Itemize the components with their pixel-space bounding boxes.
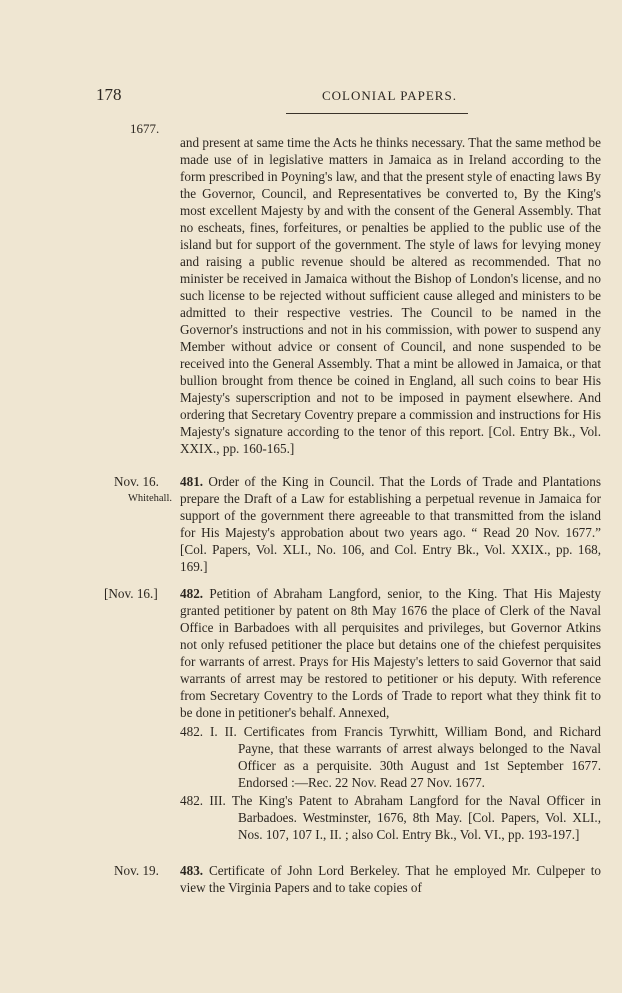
- entry-481-number: 481.: [180, 474, 204, 489]
- entry-482-date: [Nov. 16.]: [104, 586, 158, 601]
- entry-481-place: Whitehall.: [127, 493, 172, 504]
- entry-481: [180, 473, 601, 575]
- entry-482: [180, 585, 601, 721]
- entry-483-number: 483.: [180, 863, 204, 878]
- entry-483-date: Nov. 19.: [114, 863, 159, 878]
- entry-482-annex-1: 482. I. II. Certificates from Francis Tyrwhitt, William Bond, and Richard Payne, that these warrants of arrest always belonged to the Naval Officer as a perquisite. 30th August and 1st September 1677. Endorsed :—Rec. 22 Nov. Read 27 Nov. 1677.: [180, 724, 601, 790]
- header-rule: [286, 113, 468, 114]
- year-marker: 1677.: [130, 121, 160, 136]
- entry-481-date: Nov. 16.: [114, 474, 159, 489]
- entry-482-margin: [104, 585, 158, 602]
- entry-482-number: 482.: [180, 586, 204, 601]
- entry-483-margin: [114, 862, 159, 879]
- paragraph-continued: and present at same time the Acts he thinks necessary. That the same method be made use of in legislative matters in Jamaica as in Ireland according to the form prescribed in Poyning's law, and that the present style of enacting laws By the Governor, Council, and Representatives be converted to, By the King's most excellent Majesty by and with the consent of the General Assembly. That no escheats, fines, forfeitures, or penalties be applied to the public use of the island but for support of the government. The style of laws for levying money and raising a public revenue should be altered as recommended. That no minister be received in Jamaica without the Bishop of London's license, and no such license to be rejected without sufficient cause alleged and ministers to be admitted to their respective vestries. The Council to be named in the Governor's instructions and not in his commission, with power to suspend any Member without advice or consent of Council, and none suspended to be received into the General Assembly. That a mint be allowed in Jamaica, or that bullion brought from thence be coined in England, all such coins to bear His Majesty's superscription and not to be imposed in payment elsewhere. And ordering that Secretary Coventry prepare a commission and instructions for His Majesty's signature according to the tenor of this report. [Col. Entry Bk., Vol. XXIX., pp. 160-165.]: [180, 135, 601, 456]
- running-title: COLONIAL PAPERS.: [322, 88, 457, 103]
- entry-483: [180, 862, 601, 896]
- entry-481-text: Order of the King in Council. That the Lords of Trade and Plantations prepare the Draft of a Law for establishing a perpetual revenue in Jamaica for support of the government there agreeable to that transmitted from the island for His Majesty's approbation about two years ago. “ Read 20 Nov. 1677.” [Col. Papers, Vol. XLI., No. 106, and Col. Entry Bk., Vol. XXIX., pp. 168, 169.]: [180, 474, 602, 574]
- entry-483-text: Certificate of John Lord Berkeley. That he employed Mr. Culpeper to view the Virginia Papers and to take copies of: [180, 863, 601, 895]
- page-number: 178: [96, 85, 122, 104]
- entry-482-annex-2: 482. III. The King's Patent to Abraham Langford for the Naval Officer in Barbadoes. Westminster, 1676, 8th May. [Col. Papers, Vol. XLI., Nos. 107, 107 I., II. ; also Col. Entry Bk., Vol. VI., pp. 193-197.]: [180, 793, 601, 842]
- entry-482-text: Petition of Abraham Langford, senior, to the King. That His Majesty granted petitioner by patent on 8th May 1676 the place of Clerk of the Naval Office in Barbadoes with all perquisites and privileges, but Governor Atkins not only refused petitioner the place but detains one of the chiefest perquisites for warrants of arrest. Prays for His Majesty's letters to said Governor that said warrants of arrest may be restored to petitioner or his deputy. With reference from Secretary Coventry to the Lords of Trade to report what they think fit to be done in petitioner's behalf. Annexed,: [180, 586, 601, 720]
- entry-481-margin: [114, 473, 172, 507]
